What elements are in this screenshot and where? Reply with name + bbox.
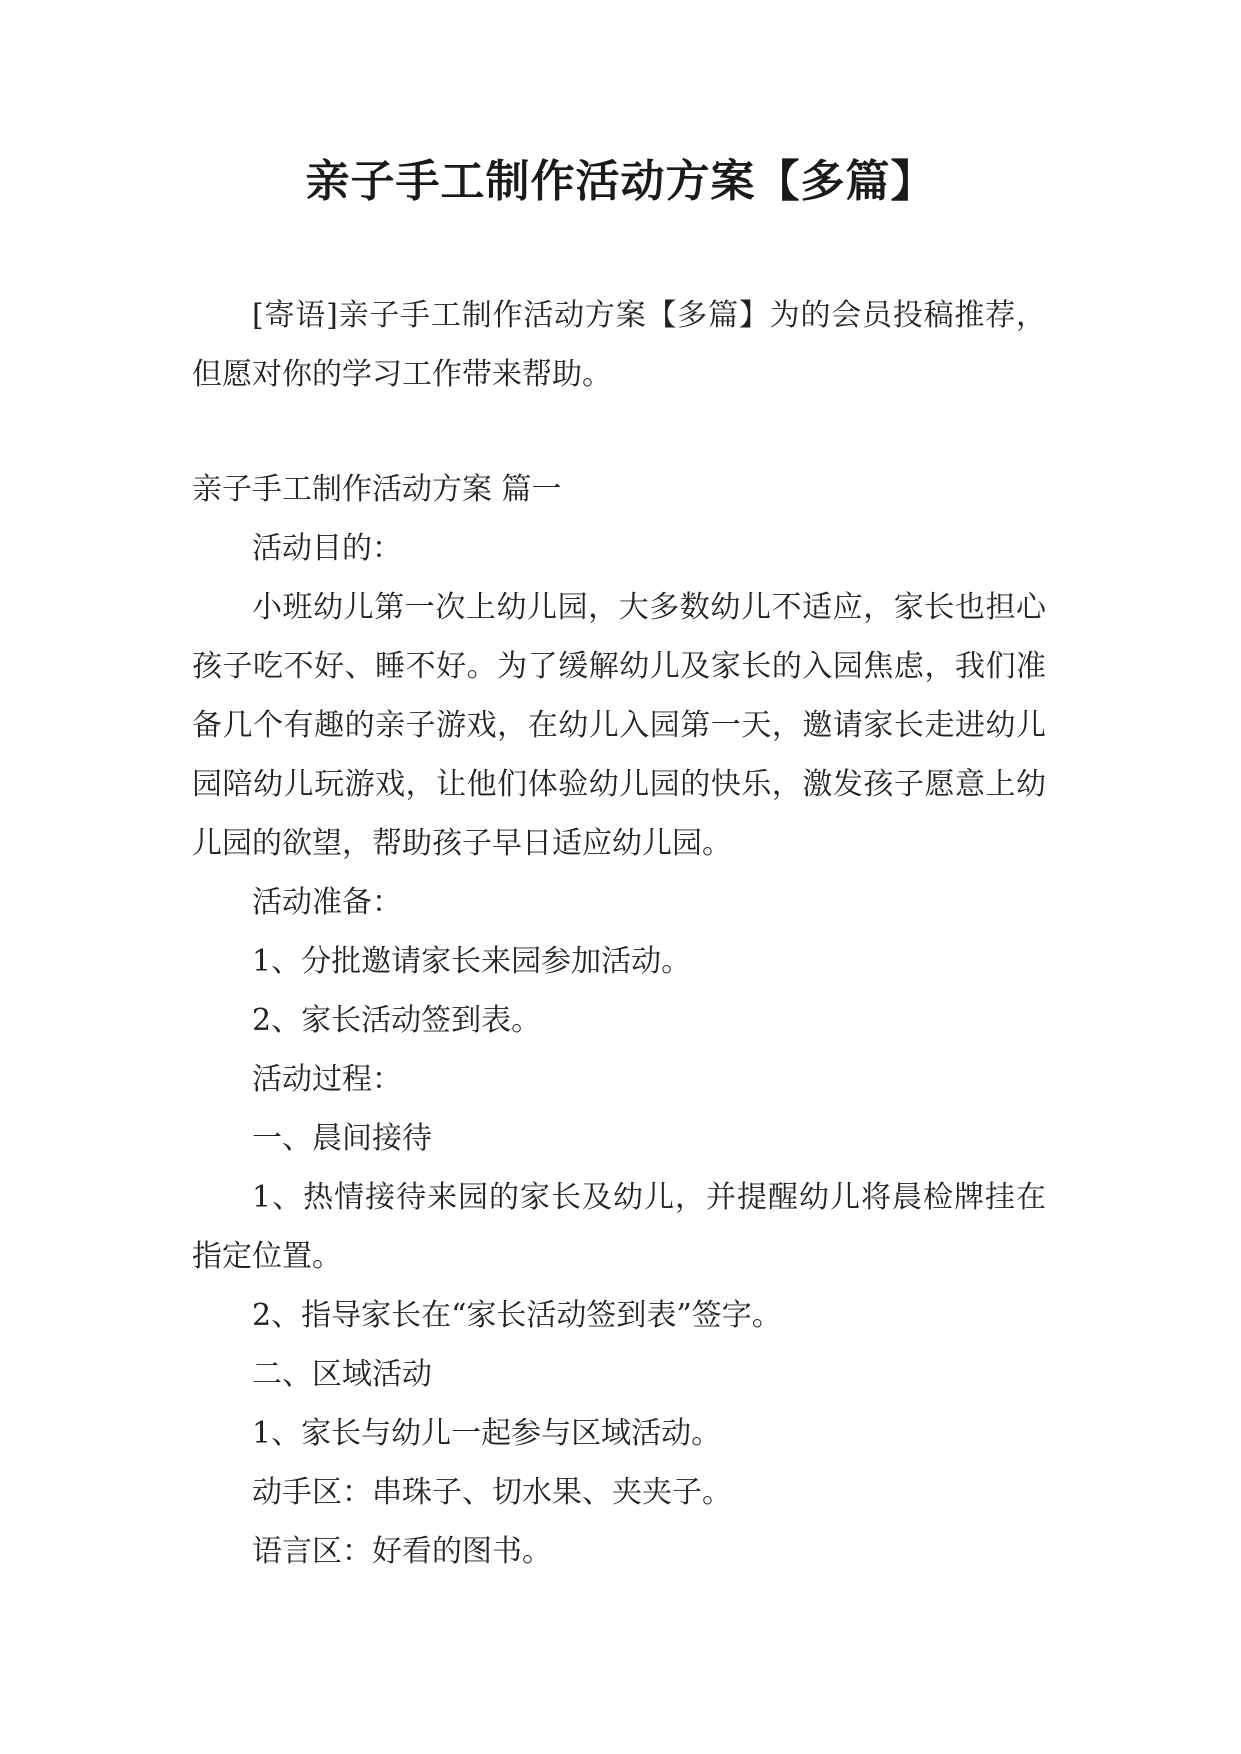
section-block [192, 460, 1046, 1581]
heading-activity-prep: 活动准备： [252, 885, 402, 920]
list-item-reception-2: 2、指导家长在“家长活动签到表”签字。 [252, 1298, 782, 1333]
paragraph-hands-on-area: 动手区：串珠子、切水果、夹夹子。 [252, 1475, 732, 1510]
document-title: 亲子手工制作活动方案【多篇】 [305, 156, 936, 207]
subheading-morning-reception: 一、晨间接待 [252, 1121, 432, 1156]
section-heading: 亲子手工制作活动方案 篇一 [192, 472, 562, 507]
paragraph-language-area: 语言区：好看的图书。 [252, 1534, 552, 1569]
paragraph-goal-body: 小班幼儿第一次上幼儿园，大多数幼儿不适应，家长也担心孩子吃不好、睡不好。为了缓解幼儿及家长的入园焦虑，我们准备几个有趣的亲子游戏，在幼儿入园第一天，邀请家长走进幼儿园陪幼儿玩游戏，让他们体验幼儿园的快乐，激发孩子愿意上幼儿园的欲望，帮助孩子早日适应幼儿园。 [192, 590, 1046, 861]
heading-activity-process: 活动过程： [252, 1062, 402, 1097]
intro-block [192, 286, 1046, 404]
list-item-prep-2: 2、家长活动签到表。 [252, 1003, 542, 1038]
subheading-area-activity: 二、区域活动 [252, 1357, 432, 1392]
intro-paragraph: [寄语]亲子手工制作活动方案【多篇】为的会员投稿推荐，但愿对你的学习工作带来帮助。 [192, 298, 1046, 392]
list-item-prep-1: 1、分批邀请家长来园参加活动。 [252, 944, 692, 979]
list-item-reception-1: 1、热情接待来园的家长及幼儿，并提醒幼儿将晨检牌挂在指定位置。 [192, 1180, 1046, 1274]
list-item-area-1: 1、家长与幼儿一起参与区域活动。 [252, 1416, 722, 1451]
heading-activity-goal: 活动目的： [252, 531, 402, 566]
